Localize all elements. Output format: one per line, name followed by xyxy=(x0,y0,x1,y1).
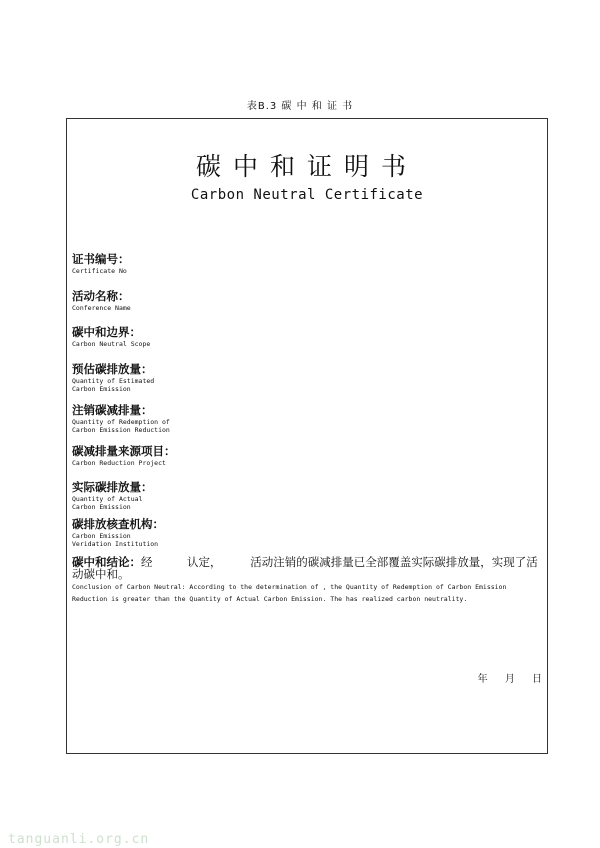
field-label-zh: 预估碳排放量： xyxy=(72,362,153,376)
field-label-en: Certificate No xyxy=(72,267,127,275)
date-line: 年 月 日 xyxy=(477,674,542,685)
field-reduction-project xyxy=(72,444,176,467)
field-label-en: Carbon Emission Veridation Institution xyxy=(72,532,159,548)
field-label-en: Carbon Reduction Project xyxy=(72,459,166,467)
conclusion-text-zh: 经 认定， 活动注销的碳减排量已全部覆盖实际碳排放量，实现了活动碳中和。 xyxy=(72,555,538,581)
certificate-title-en: Carbon Neutral Certificate xyxy=(190,187,424,203)
field-carbon-neutral-scope xyxy=(72,325,150,348)
field-label-en: Quantity of Estimated Carbon Emission xyxy=(72,377,155,393)
field-label-zh: 实际碳排放量： xyxy=(72,480,153,494)
field-label-zh: 碳中和边界： xyxy=(72,325,141,339)
table-caption: 表B.3 碳 中 和 证 书 xyxy=(246,101,354,112)
field-label-zh: 注销碳减排量： xyxy=(72,403,153,417)
watermark: tanguanli.org.cn xyxy=(8,832,150,847)
field-label-en: Conference Name xyxy=(72,304,131,312)
field-label-en: Quantity of Actual Carbon Emission xyxy=(72,495,143,511)
conclusion-zh xyxy=(72,556,542,580)
conclusion-text-en: Conclusion of Carbon Neutral: According to the determination of , the Quantity of Redemption of Carbon Emission Reduction is greater than the Quantity of Actual Carbon Emission. The has realized carbon neutrality. xyxy=(72,583,507,603)
conclusion-block xyxy=(72,556,542,605)
field-actual-emission xyxy=(72,480,153,511)
field-label-en: Carbon Neutral Scope xyxy=(72,340,151,348)
field-verification-institution xyxy=(72,517,164,548)
field-label-zh: 碳排放核查机构： xyxy=(72,517,164,531)
field-certificate-no xyxy=(72,252,130,275)
field-label-zh: 碳减排量来源项目： xyxy=(72,444,176,458)
field-label-zh: 证书编号： xyxy=(72,252,130,266)
field-label-zh: 活动名称： xyxy=(72,289,130,303)
field-estimated-emission xyxy=(72,362,154,393)
certificate-frame xyxy=(66,118,548,754)
field-label-en: Quantity of Redemption of Carbon Emission Reduction xyxy=(72,418,170,434)
conclusion-label: 碳中和结论： xyxy=(72,555,141,569)
field-conference-name xyxy=(72,289,131,312)
field-redemption-reduction xyxy=(72,403,170,434)
certificate-title-zh: 碳中和证明书 xyxy=(195,152,418,181)
